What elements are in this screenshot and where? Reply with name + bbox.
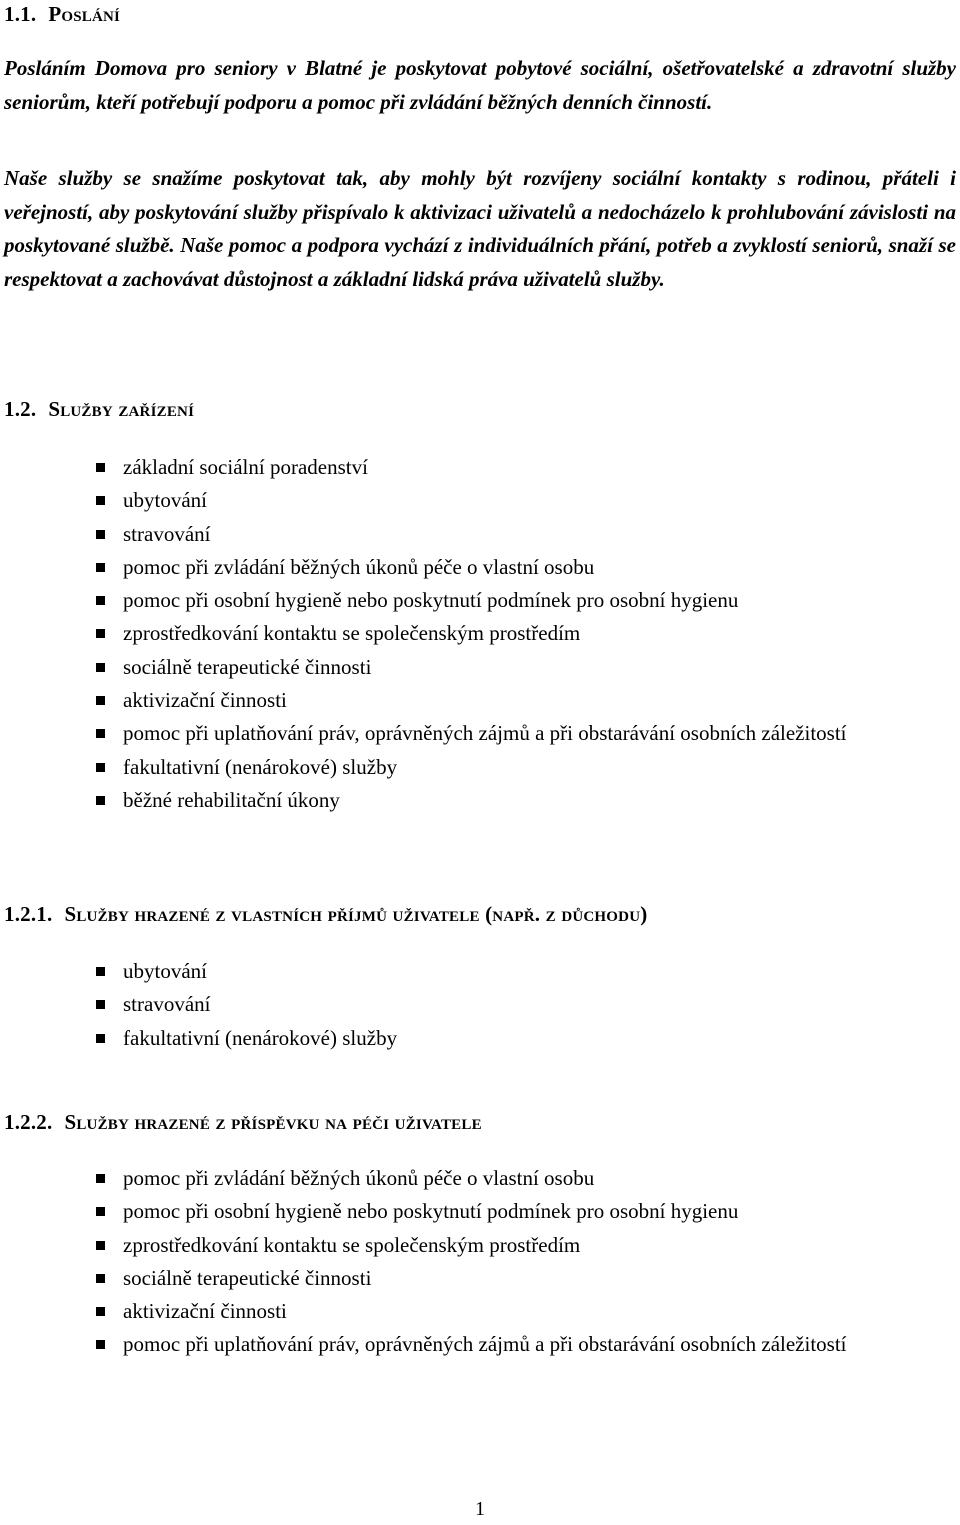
list-item — [0, 1022, 956, 1055]
list-item-text: stravování — [123, 992, 211, 1017]
section-heading-1-1 — [4, 2, 120, 27]
section-heading-1-2-1 — [4, 902, 647, 927]
square-bullet-icon — [96, 967, 105, 976]
list-item-text: stravování — [123, 521, 211, 546]
square-bullet-icon — [96, 1241, 105, 1250]
list-item-text: aktivizační činnosti — [123, 1299, 287, 1324]
list-item-text: pomoc při uplatňování práv, oprávněných zájmů a při obstarávání osobních záležitostí — [123, 721, 847, 746]
section-heading-1-2-2 — [4, 1110, 482, 1135]
square-bullet-icon — [96, 563, 105, 572]
list-item-text: fakultativní (nenárokové) služby — [123, 754, 398, 779]
list-item-text: ubytování — [123, 488, 207, 513]
square-bullet-icon — [96, 496, 105, 505]
square-bullet-icon — [96, 1034, 105, 1043]
section-number: 1.2.1. — [4, 902, 53, 926]
square-bullet-icon — [96, 463, 105, 472]
facility-services-list — [0, 451, 956, 817]
list-item-text: zprostředkování kontaktu se společenským prostředím — [123, 1232, 581, 1257]
list-item-text: zprostředkování kontaktu se společenským prostředím — [123, 621, 581, 646]
list-item — [0, 1328, 956, 1361]
section-title: Služby zařízení — [48, 397, 195, 421]
list-item — [0, 584, 956, 617]
section-number: 1.1. — [4, 2, 37, 26]
section-title: Služby hrazené z vlastních příjmů uživatele (např. z důchodu) — [64, 902, 648, 926]
list-item-text: pomoc při uplatňování práv, oprávněných zájmů a při obstarávání osobních záležitostí — [123, 1332, 847, 1357]
list-item — [0, 617, 956, 650]
section-number: 1.2.2. — [4, 1110, 53, 1134]
list-item — [0, 717, 956, 750]
square-bullet-icon — [96, 1274, 105, 1283]
square-bullet-icon — [96, 663, 105, 672]
list-item-text: fakultativní (nenárokové) služby — [123, 1025, 398, 1050]
list-item-text: ubytování — [123, 959, 207, 983]
section-title: Služby hrazené z příspěvku na péči uživatele — [64, 1110, 482, 1134]
care-allowance-services-list — [0, 1162, 956, 1362]
list-item — [0, 751, 956, 784]
square-bullet-icon — [96, 530, 105, 539]
list-item — [0, 1229, 956, 1262]
square-bullet-icon — [96, 596, 105, 605]
list-item — [0, 484, 956, 517]
list-item — [0, 551, 956, 584]
square-bullet-icon — [96, 629, 105, 638]
list-item-text: aktivizační činnosti — [123, 688, 287, 713]
mission-paragraph: Posláním Domova pro seniory v Blatné je poskytovat pobytové sociální, ošetřovatelské a zdravotní služby seniorům, kteří potřebují podporu a pomoc při zvládání běžných denních činností. — [4, 56, 956, 114]
list-item — [0, 1162, 956, 1195]
list-item — [0, 955, 956, 988]
square-bullet-icon — [96, 1307, 105, 1316]
list-item-text: běžné rehabilitační úkony — [123, 787, 340, 812]
section-number: 1.2. — [4, 397, 37, 421]
list-item — [0, 518, 956, 551]
list-item-text: základní sociální poradenství — [123, 455, 368, 479]
page-number: 1 — [475, 1498, 485, 1520]
square-bullet-icon — [96, 696, 105, 705]
list-item — [0, 651, 956, 684]
square-bullet-icon — [96, 1000, 105, 1009]
self-paid-services-list — [0, 955, 956, 1055]
list-item — [0, 988, 956, 1021]
list-item — [0, 684, 956, 717]
list-item — [0, 451, 956, 484]
list-item — [0, 1195, 956, 1228]
square-bullet-icon — [96, 729, 105, 738]
list-item-text: pomoc při zvládání běžných úkonů péče o vlastní osobu — [123, 554, 595, 579]
section-title: Poslání — [48, 2, 121, 26]
square-bullet-icon — [96, 1207, 105, 1216]
list-item — [0, 784, 956, 817]
services-approach-paragraph: Naše služby se snažíme poskytovat tak, aby mohly být rozvíjeny sociální kontakty s rodinou, přáteli i veřejností, aby poskytování služby přispívalo k aktivizaci uživatelů a nedocházelo k prohlubování závislosti na poskytované službě. Naše pomoc a podpora vychází z individuálních přání, potřeb a zvyklostí seniorů, snaží se respektovat a zachovávat důstojnost a základní lidská práva uživatelů služby. — [4, 166, 956, 291]
list-item-text: sociálně terapeutické činnosti — [123, 654, 372, 679]
list-item — [0, 1262, 956, 1295]
list-item-text: pomoc při osobní hygieně nebo poskytnutí podmínek pro osobní hygienu — [123, 588, 739, 613]
square-bullet-icon — [96, 1174, 105, 1183]
list-item-text: pomoc při osobní hygieně nebo poskytnutí podmínek pro osobní hygienu — [123, 1199, 739, 1224]
list-item — [0, 1295, 956, 1328]
square-bullet-icon — [96, 1340, 105, 1349]
list-item-text: sociálně terapeutické činnosti — [123, 1265, 372, 1290]
list-item-text: pomoc při zvládání běžných úkonů péče o vlastní osobu — [123, 1166, 595, 1190]
square-bullet-icon — [96, 796, 105, 805]
square-bullet-icon — [96, 763, 105, 772]
section-heading-1-2 — [4, 397, 194, 422]
